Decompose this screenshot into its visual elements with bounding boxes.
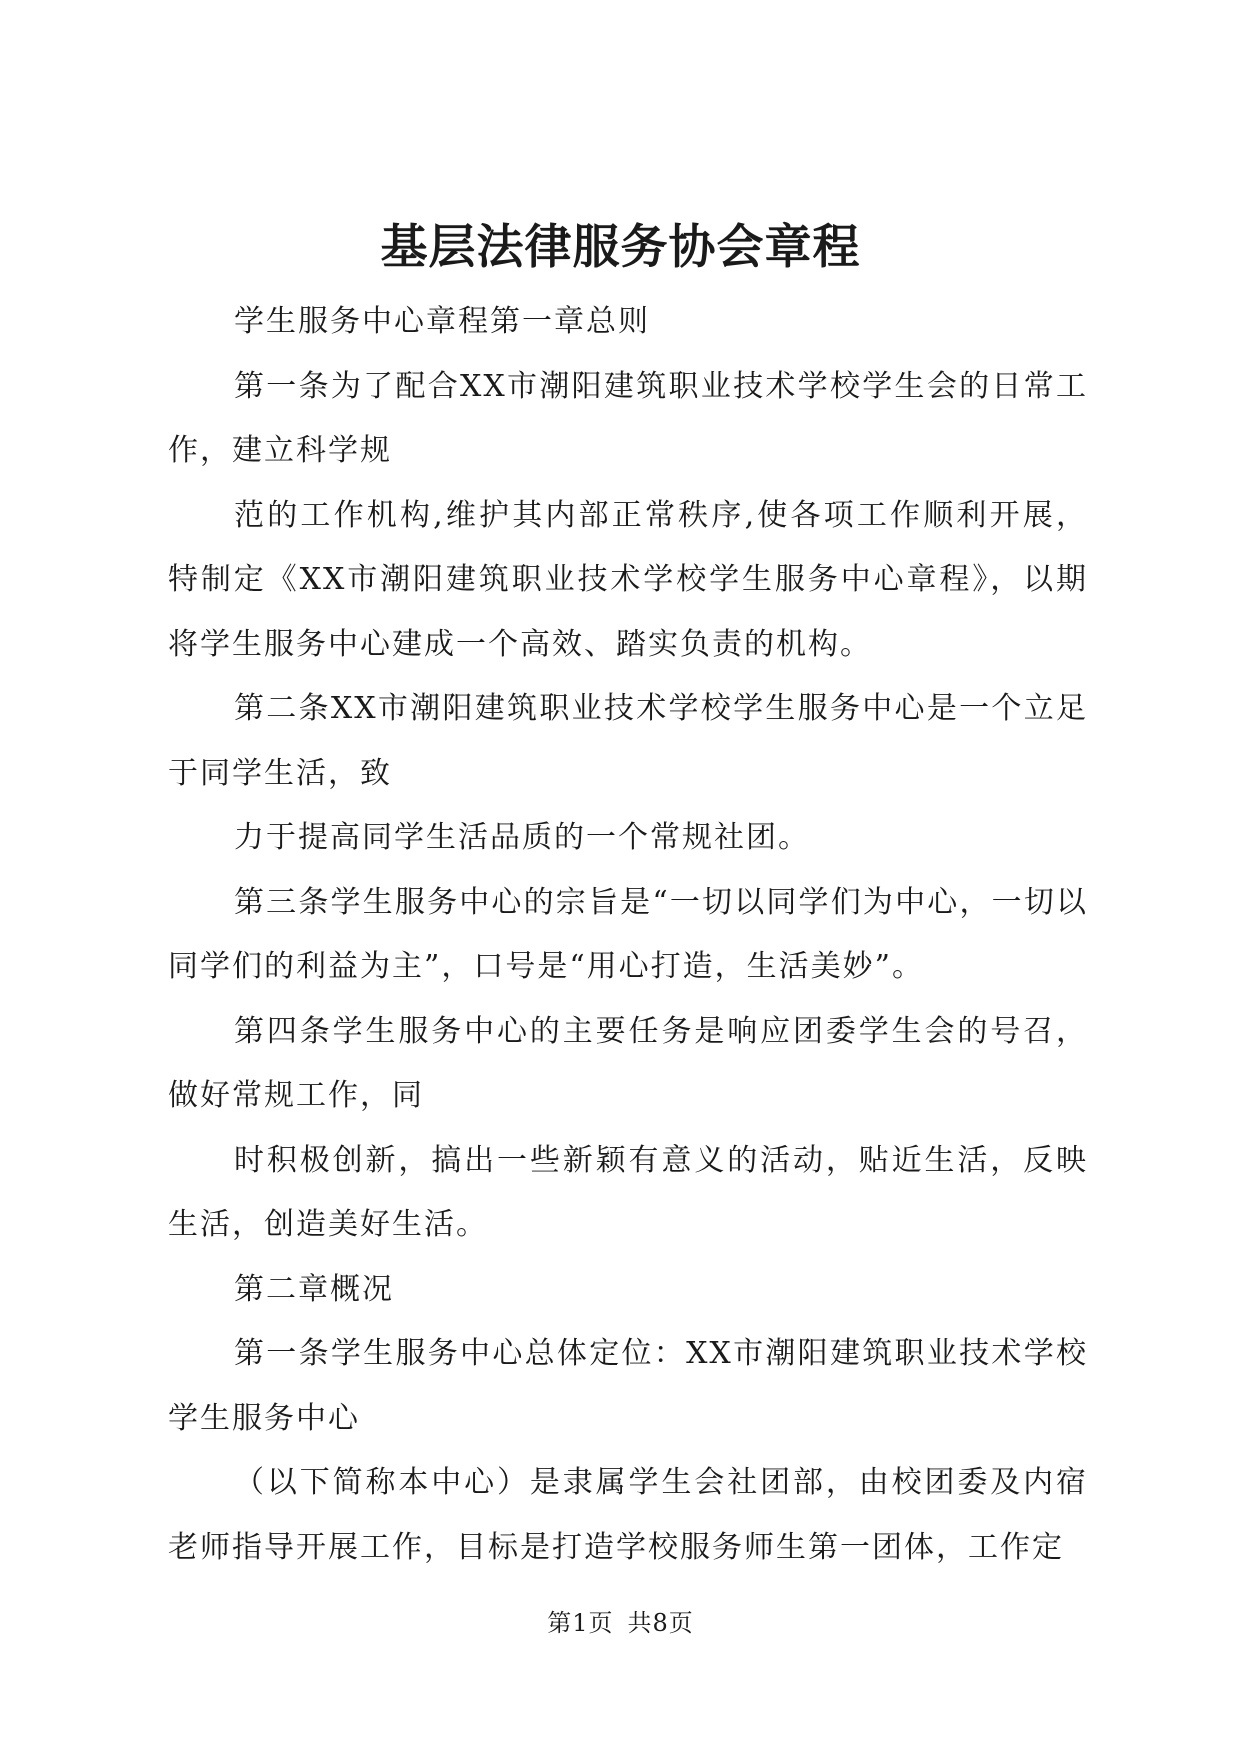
paragraph-chapter-2-heading: 第二章概况 [234, 1271, 394, 1307]
document-title: 基层法律服务协会章程 [380, 220, 861, 275]
paragraph-article-4-part-1: 第四条学生服务中心的主要任务是响应团委学生会的号召，做好常规工作，同 [168, 1013, 1088, 1113]
page-total: 共8页 [627, 1609, 694, 1637]
document-body [168, 290, 1088, 1580]
paragraph-article-1-part-1: 第一条为了配合XX市潮阳建筑职业技术学校学生会的日常工作，建立科学规 [168, 368, 1088, 468]
paragraph-article-3: 第三条学生服务中心的宗旨是“一切以同学们为中心，一切以同学们的利益为主”，口号是“用心打造，生活美妙”。 [168, 884, 1088, 984]
paragraph-article-2-part-2: 力于提高同学生活品质的一个常规社团。 [234, 820, 810, 855]
paragraph-article-1-part-2: 范的工作机构,维护其内部正常秩序,使各项工作顺利开展，特制定《XX市潮阳建筑职业技术学校学生服务中心章程》，以期将学生服务中心建成一个高效、踏实负责的机构。 [168, 497, 1088, 662]
page-number: 第1页 [547, 1609, 614, 1637]
paragraph-chapter-2-article-1-part-1: 第一条学生服务中心总体定位：XX市潮阳建筑职业技术学校学生服务中心 [168, 1336, 1088, 1436]
paragraph-article-2-part-1: 第二条XX市潮阳建筑职业技术学校学生服务中心是一个立足于同学生活，致 [168, 691, 1088, 791]
paragraph-article-4-part-2: 时积极创新，搞出一些新颖有意义的活动，贴近生活，反映生活，创造美好生活。 [168, 1142, 1088, 1242]
paragraph-chapter-1-heading: 学生服务中心章程第一章总则 [234, 304, 650, 339]
paragraph-chapter-2-article-1-part-2: （以下简称本中心）是隶属学生会社团部，由校团委及内宿老师指导开展工作，目标是打造学校服务师生第一团体，工作定 [168, 1465, 1088, 1565]
page-footer [0, 1608, 1241, 1638]
